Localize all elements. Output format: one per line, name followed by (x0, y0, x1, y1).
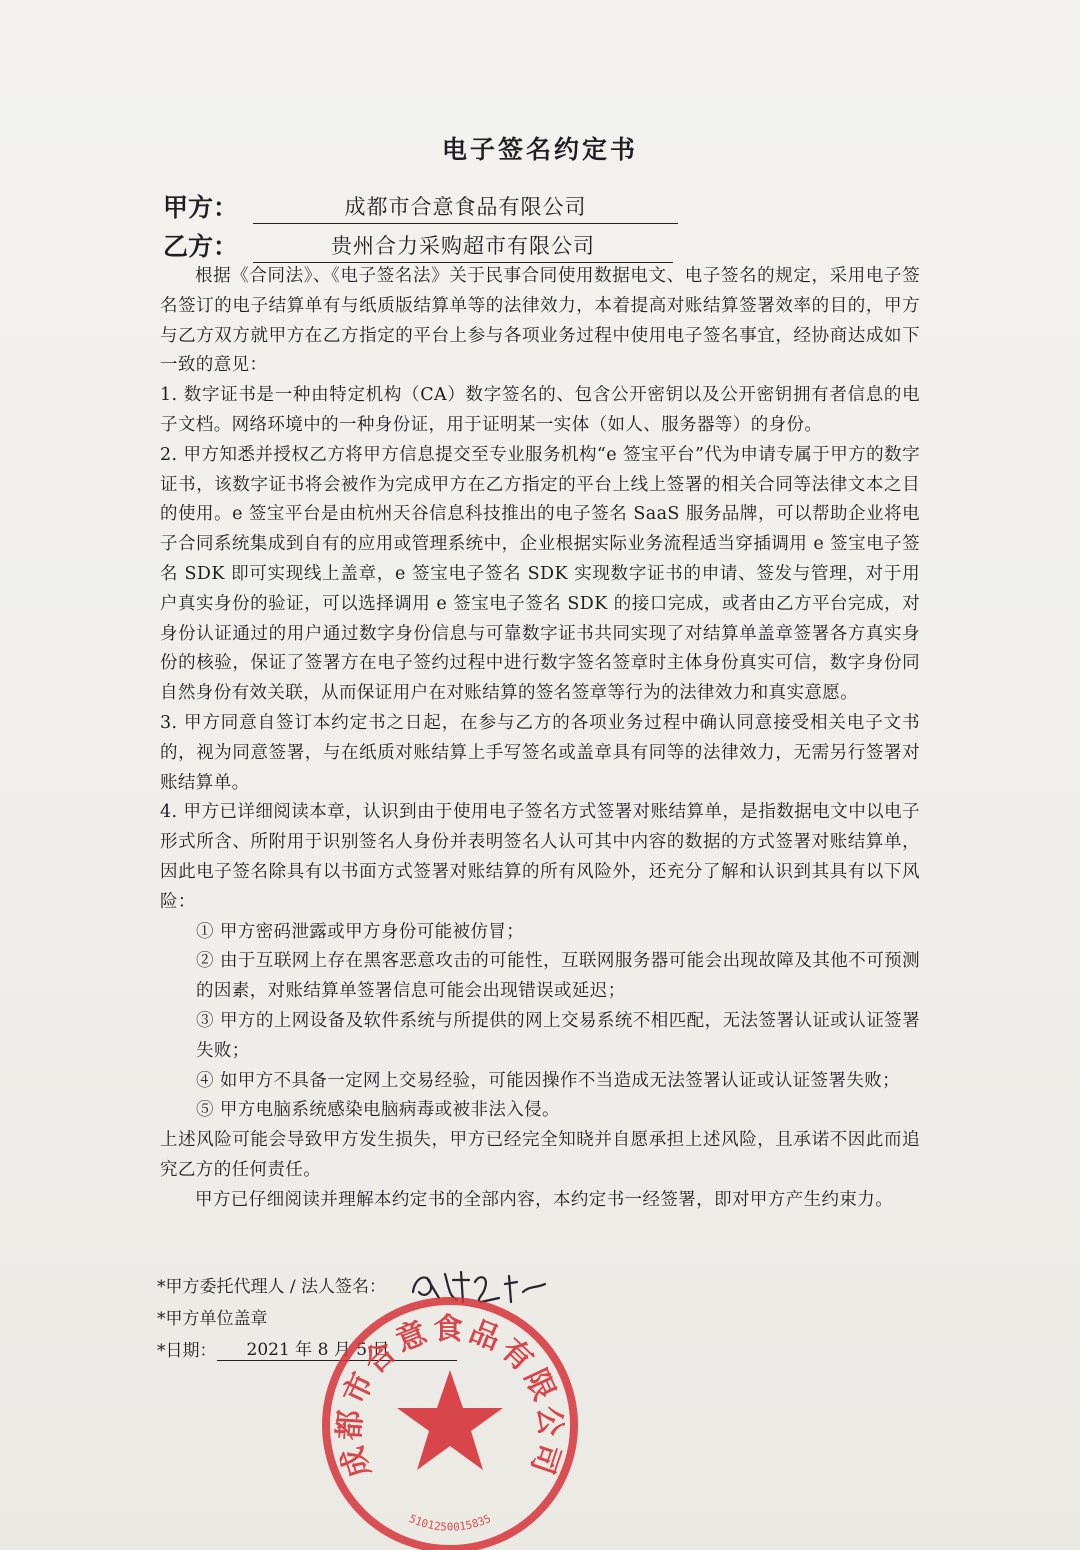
company-seal (315, 1290, 585, 1550)
party-a-label: 甲方： (163, 193, 239, 222)
seal-number: 5101250015835 (407, 1511, 493, 1534)
after-risks-paragraph: 上述风险可能会导致甲方发生损失，甲方已经完全知晓并自愿承担上述风险，且承诺不因此而追究乙方的任何责任。 (160, 1130, 920, 1180)
closing-paragraph: 甲方已仔细阅读并理解本约定书的全部内容，本约定书一经签署，即对甲方产生约束力。 (195, 1189, 894, 1210)
party-b-label: 乙方： (163, 232, 239, 261)
risk-item-1: ① 甲方密码泄露或甲方身份可能被仿冒； (196, 921, 525, 942)
clause-4: 4. 甲方已详细阅读本章，认识到由于使用电子签名方式签署对账结算单，是指数据电文中以电子形式所含、所附用于识别签名人身份并表明签名人认可其中内容的数据的方式签署对账结算单，因此电子签名除具有以书面方式签署对账结算的所有风险外，还充分了解和认识到其具有以下风险： (160, 802, 920, 912)
clause-2: 2. 甲方知悉并授权乙方将甲方信息提交至专业服务机构“e 签宝平台”代为申请专属于甲方的数字证书，该数字证书将会被作为完成甲方在乙方指定的平台上线上签署的相关合同等法律文本之目的使用。e 签宝平台是由杭州天谷信息科技推出的电子签名 SaaS 服务品牌，可以帮助企业将电子合同系统集成到自有的应用或管理系统中，企业根据实际业务流程适当穿插调用 e 签宝电子签名 SDK 即可实现线上盖章，e 签宝电子签名 SDK 实现数字证书的申请、签发与管理，对于用户真实身份的验证，可以选择调用 e 签宝电子签名 SDK 的接口完成，或者由乙方平台完成，对身份认证通过的用户通过数字身份信息与可靠数字证书共同实现了对结算单盖章签署各方真实身份的核验，保证了签署方在电子签约过程中进行数字签名签章时主体身份真实可信，数字身份同自然身份有效关联，从而保证用户在对账结算的签名签章等行为的法律效力和真实意愿。 (160, 444, 920, 704)
party-a-row (163, 188, 678, 224)
date-value: 2021 年 8 月 5 日 (217, 1335, 457, 1361)
intro-paragraph: 根据《合同法》、《电子签名法》关于民事合同使用数据电文、电子签名的规定，采用电子签名签订的电子结算单有与纸质版结算单等的法律效力，本着提高对账结算签署效率的目的，甲方与乙方双方就甲方在乙方指定的平台上参与各项业务过程中使用电子签名事宜，经协商达成如下一致的意见： (160, 266, 920, 376)
party-a-name: 成都市合意食品有限公司 (253, 191, 678, 224)
risk-item-5: ⑤ 甲方电脑系统感染电脑病毒或被非法入侵。 (196, 1100, 560, 1121)
risk-item-2: ② 由于互联网上存在黑客恶意攻击的可能性，互联网服务器可能会出现故障及其他不可预测的因素，对账结算单签署信息可能会出现错误或延迟； (196, 951, 920, 1002)
document-title: 电子签名约定书 (441, 135, 638, 164)
svg-text:5101250015835 (407, 1512, 493, 1534)
risk-item-3: ③ 甲方的上网设备及软件系统与所提供的网上交易系统不相匹配，无法签署认证或认证签署失败； (196, 1010, 920, 1061)
seal-text: 成都市合意食品有限公司 (332, 1311, 568, 1482)
agent-signature-label: *甲方委托代理人 / 法人签名： (157, 1276, 387, 1297)
risk-item-4: ④ 如甲方不具备一定网上交易经验，可能因操作不当造成无法签署认证或认证签署失败； (196, 1070, 901, 1091)
seal-label: *甲方单位盖章 (157, 1308, 268, 1329)
party-b-name: 贵州合力采购超市有限公司 (253, 230, 673, 263)
date-label: *日期： (157, 1340, 217, 1361)
document-body (160, 262, 920, 1216)
clause-3: 3. 甲方同意自签订本约定书之日起，在参与乙方的各项业务过程中确认同意接受相关电子文书的，视为同意签署，与在纸质对账结算上手写签名或盖章具有同等的法律效力，无需另行签署对账结算单。 (160, 712, 920, 793)
clause-1: 1. 数字证书是一种由特定机构（CA）数字签名的、包含公开密钥以及公开密钥拥有者信息的电子文档。网络环境中的一种身份证，用于证明某一实体（如人、服务器等）的身份。 (160, 385, 920, 435)
party-b-row (163, 227, 673, 263)
